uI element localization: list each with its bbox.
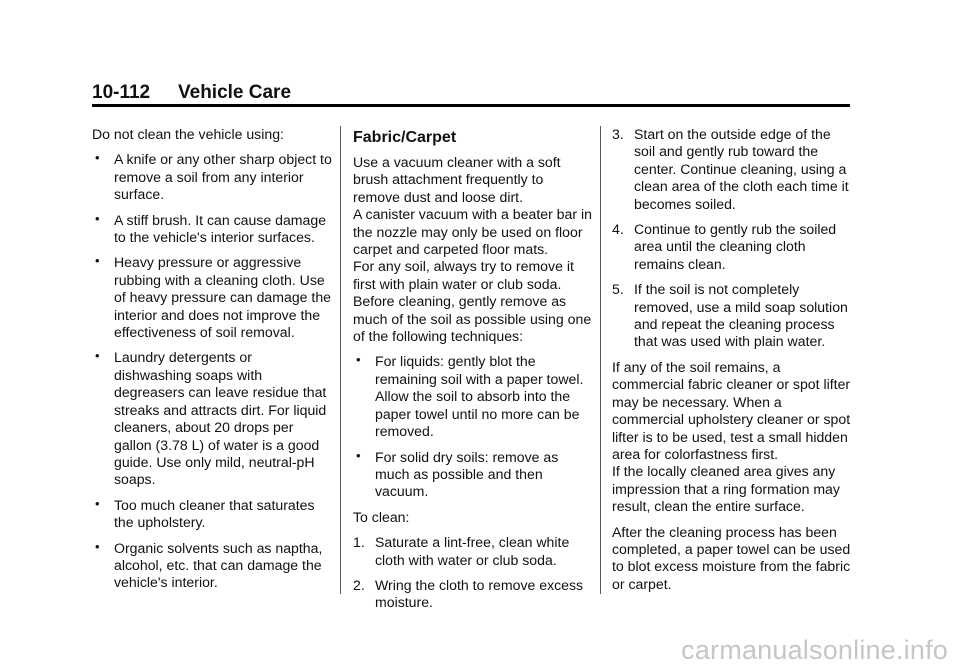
- section-title: Vehicle Care: [178, 82, 292, 103]
- paragraph: After the cleaning process has been completed, a paper towel can be used to blot excess moisture from the fabric or carpet.: [612, 523, 851, 592]
- column-divider: [340, 126, 341, 594]
- bullet-icon: •: [95, 210, 100, 226]
- column-middle: [353, 126, 593, 612]
- header-rule: [92, 104, 850, 107]
- bullet-icon: •: [95, 150, 100, 166]
- intro-text: Do not clean the vehicle using:: [92, 126, 284, 142]
- numbered-step: 4. Continue to gently rub the soiled area until the cleaning cloth remains clean.: [612, 221, 837, 272]
- column-right: [612, 126, 852, 593]
- list-item: • For liquids: gently blot the remaining soil with a paper towel. Allow the soil to absorb into the paper towel until no more can be removed.: [356, 352, 584, 440]
- list-item: • Too much cleaner that saturates the upholstery.: [95, 495, 315, 531]
- list-item: • Laundry detergents or dishwashing soaps with degreasers can leave residue that streaks and attracts dirt. For liquid cleaners, about 20 drops per gallon (3.78 L) of water is a good guide. Use only mild, neutral-pH soaps.: [95, 348, 327, 488]
- watermark: carmanualsonline.info: [681, 635, 948, 665]
- list-item: • For solid dry soils: remove as much as possible and then vacuum.: [356, 447, 559, 500]
- bullet-icon: •: [95, 253, 100, 269]
- bullet-icon: •: [95, 348, 100, 364]
- column-divider: [600, 126, 601, 594]
- page-number: 10-112: [92, 82, 151, 103]
- bullet-icon: •: [356, 447, 361, 463]
- numbered-step: 3. Start on the outside edge of the soil and gently rub toward the center. Continue cleaning, using a clean area of the cloth each time it becomes soiled.: [612, 126, 849, 212]
- list-item: • Heavy pressure or aggressive rubbing with a cleaning cloth. Use of heavy pressure can damage the interior and does not improve the effectiveness of soil removal.: [95, 253, 332, 341]
- page-header: [92, 82, 850, 106]
- subsection-heading: Fabric/Carpet: [353, 129, 457, 146]
- paragraph: For any soil, always try to remove it first with plain water or club soda. Before cleaning, gently remove as much of the soil as possible using one of the following techniques:: [353, 258, 592, 345]
- numbered-step: 1. Saturate a lint-free, clean white cloth with water or club soda.: [353, 534, 570, 568]
- list-item: • A stiff brush. It can cause damage to the vehicle's interior surfaces.: [95, 210, 327, 246]
- bullet-icon: •: [95, 495, 100, 511]
- paragraph: Use a vacuum cleaner with a soft brush attachment frequently to remove dust and loose dirt.: [353, 154, 561, 205]
- numbered-step: 2. Wring the cloth to remove excess moisture.: [353, 576, 584, 611]
- numbered-step: 5. If the soil is not completely removed, use a mild soap solution and repeat the cleaning process that was used with plain water.: [612, 281, 848, 350]
- paragraph: If any of the soil remains, a commercial fabric cleaner or spot lifter may be necessary. When a commercial upholstery cleaner or spot lifter is to be used, test a small hidden area for colorfastness first.: [612, 358, 851, 462]
- column-left: [92, 126, 332, 592]
- list-item: • A knife or any other sharp object to remove a soil from any interior surface.: [95, 150, 332, 203]
- paragraph: A canister vacuum with a beater bar in the nozzle may only be used on floor carpet and carpeted floor mats.: [353, 206, 592, 258]
- to-clean-label: To clean:: [353, 508, 410, 525]
- list-item: • Organic solvents such as naptha, alcohol, etc. that can damage the vehicle's interior.: [95, 538, 323, 591]
- paragraph: If the locally cleaned area gives any impression that a ring formation may result, clean the entire surface.: [612, 463, 840, 515]
- bullet-icon: •: [95, 538, 100, 554]
- bullet-icon: •: [356, 352, 361, 368]
